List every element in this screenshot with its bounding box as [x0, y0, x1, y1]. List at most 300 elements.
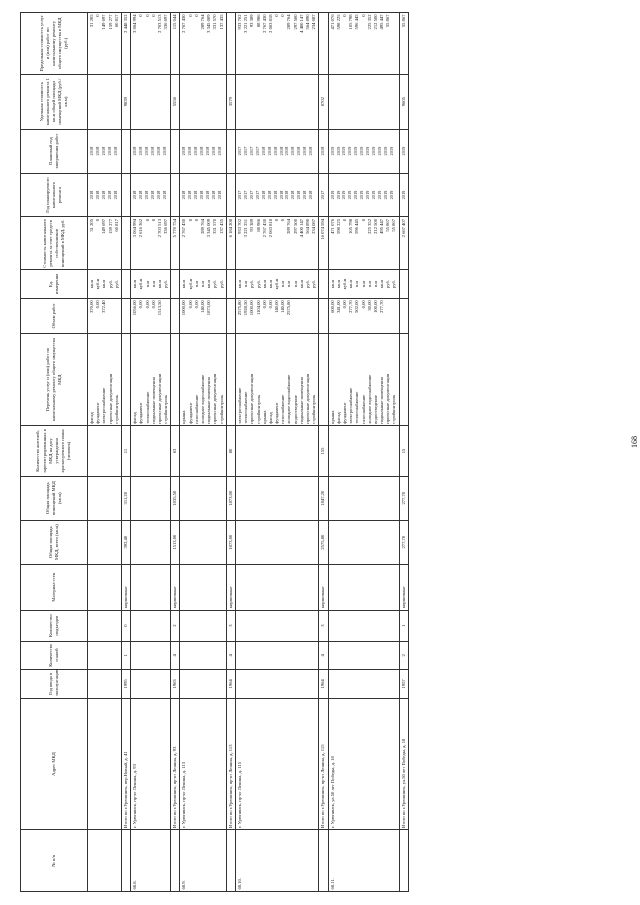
cell-year	[319, 670, 328, 699]
cell-line: 2018	[144, 146, 149, 156]
cell-line: кв.м	[379, 279, 385, 289]
cell-line: 2018	[106, 146, 112, 156]
cell-line: кв.м	[89, 279, 94, 289]
cell-area-total	[226, 520, 235, 564]
cell-floors	[319, 641, 328, 670]
cell-line: 2018	[290, 190, 296, 200]
cell-walls	[171, 564, 180, 610]
column-header: Год ввода в эксплуатацию	[21, 670, 88, 699]
cell-line: стройконтроль	[113, 394, 119, 424]
cell-num	[399, 830, 408, 892]
cell-line: п.м	[144, 280, 150, 288]
cell-address	[131, 698, 171, 830]
cell-text: 1	[400, 624, 406, 627]
cell-year	[180, 670, 226, 699]
cell-num	[319, 830, 328, 892]
cell-line: 2018	[296, 190, 302, 200]
cell-costs	[319, 217, 328, 270]
cell-line: 137 435	[218, 218, 224, 234]
cell-num	[131, 830, 171, 892]
cell-line: 115 044	[172, 14, 178, 30]
column-header: Общая площадь помещений МКД (кв.м)	[21, 476, 88, 520]
cell-units	[399, 270, 408, 299]
cell-text: 4	[172, 654, 178, 657]
cell-residents	[88, 426, 122, 477]
cell-line: 0	[144, 218, 150, 222]
cell-text: 3579	[227, 97, 233, 107]
cell-line: 2018	[290, 146, 296, 156]
cell-works	[121, 333, 130, 425]
cell-limit	[319, 13, 328, 75]
cell-limit	[226, 13, 235, 75]
cell-line: 1873,00	[206, 300, 212, 316]
cell-floors	[226, 641, 235, 670]
table-row	[88, 13, 122, 892]
cell-line: 0	[193, 14, 199, 17]
column-header: Адрес МКД	[21, 698, 88, 830]
cell-area-rooms	[319, 476, 328, 520]
cell-line: 2 703 513	[156, 218, 162, 238]
cell-line: 2018	[205, 190, 211, 200]
cell-line: 2019	[329, 146, 335, 156]
cell-line: 212 500	[372, 14, 378, 30]
cell-line: 2018	[320, 146, 326, 156]
cell-floors	[180, 641, 226, 670]
cell-line: 596 445	[354, 14, 360, 30]
cell-line: 0,00	[95, 300, 101, 309]
cell-line: 2018	[149, 146, 155, 156]
cell-line: 2019	[365, 190, 371, 200]
cell-line: 3 221 251	[243, 14, 249, 33]
cell-line: подвальные помещения	[206, 377, 212, 424]
cell-line: 0,00	[360, 300, 366, 309]
cell-line: 2018	[302, 146, 308, 156]
cell-line: кв.м	[101, 279, 107, 289]
cell-line: 2019	[353, 146, 359, 156]
cell-line: 2019	[371, 190, 377, 200]
cell-line: проектные документации	[305, 373, 310, 424]
cell-line: 16 074 594	[320, 218, 326, 240]
cell-line: 2019	[400, 146, 406, 156]
cell-years	[328, 173, 399, 217]
cell-line: 2019	[388, 146, 394, 156]
cell-line: фундамент	[274, 402, 280, 424]
cell-text: 1035,50	[172, 490, 178, 506]
cell-entrances	[399, 610, 408, 641]
cell-line: 0	[95, 14, 101, 17]
cell-volumes	[88, 298, 122, 333]
cell-line: 88 986	[255, 218, 261, 232]
cell-line: 2018	[155, 146, 161, 156]
cell-line: крыша	[329, 410, 335, 424]
cell-line: 297 500	[292, 218, 298, 234]
cell-line: 331 570	[212, 218, 218, 234]
column-header: Удельная стоимость капитального ремонта 1 кв.м общей площади помещений МКД (руб./кв.м)	[21, 74, 88, 129]
cell-line: теплоснабжение	[243, 391, 249, 424]
cell-line: 2017	[242, 190, 248, 200]
cell-limit	[88, 13, 122, 75]
cell-line: 2018	[149, 190, 155, 200]
cell-text: г. Урюпинск, пр-кт Ленина, д. 115	[236, 762, 242, 828]
cell-limit	[121, 13, 130, 75]
cell-line: п.м	[243, 280, 249, 288]
cell-line: 2018	[106, 190, 112, 200]
cell-line: 0	[360, 218, 366, 222]
cell-works	[319, 333, 328, 425]
cell-line: п.м	[280, 280, 286, 288]
cell-line: руб.	[163, 280, 169, 288]
cell-floors	[131, 641, 171, 670]
cell-line: 2018	[260, 190, 266, 200]
cell-line: п.м	[193, 280, 199, 288]
cell-limit	[328, 13, 399, 75]
cell-year	[88, 670, 122, 699]
cell-line: 502,00	[354, 300, 360, 313]
cell-line: руб.	[107, 280, 113, 288]
cell-entrances	[171, 610, 180, 641]
cell-line: 2018	[272, 190, 278, 200]
cell-line: электроснабжение	[236, 387, 242, 424]
cell-line: 495 447	[379, 218, 385, 234]
cell-line: 137 435	[218, 14, 224, 30]
cell-residents	[319, 426, 328, 477]
cell-line: 2019	[400, 190, 406, 200]
cell-line: 140,00	[274, 300, 280, 313]
cell-unit-cost	[121, 74, 130, 129]
cell-year	[328, 670, 399, 699]
cell-unit-cost	[235, 74, 318, 129]
cell-residents	[399, 426, 408, 477]
cell-line: 2018	[308, 190, 314, 200]
cell-address	[399, 698, 408, 830]
cell-year	[235, 670, 318, 699]
cell-line: 2018	[138, 190, 144, 200]
cell-line: 2018	[217, 146, 223, 156]
cell-costs	[235, 217, 318, 270]
cell-entrances	[88, 610, 122, 641]
cell-line: руб.	[113, 280, 119, 288]
cell-years	[235, 173, 318, 217]
cell-line: 2018	[161, 190, 167, 200]
cell-walls	[235, 564, 318, 610]
cell-line: 55 867	[385, 14, 391, 28]
cell-text: 9839	[122, 97, 128, 107]
cell-unit-cost	[180, 74, 226, 129]
cell-text: 4	[320, 654, 326, 657]
cell-line: кв.м	[329, 279, 335, 289]
cell-text: 2	[172, 624, 178, 627]
cell-line: электроснабжение	[101, 387, 107, 424]
cell-area-total	[131, 520, 171, 564]
cell-line: стройконтроль	[163, 394, 169, 424]
cell-line: п.м	[360, 280, 366, 288]
cell-line: 1000,00	[181, 300, 187, 316]
cell-line: руб.	[212, 280, 218, 288]
cell-line: 471 076	[329, 218, 335, 234]
cell-line: 2018	[89, 190, 94, 200]
cell-line: 3 221 251	[243, 218, 249, 238]
cell-costs	[180, 217, 226, 270]
cell-area-rooms	[328, 476, 399, 520]
cell-entrances	[180, 610, 226, 641]
cell-end-years	[235, 129, 318, 173]
column-header: Год планируемого капитального ремонта	[21, 173, 88, 217]
cell-limit	[399, 13, 408, 75]
cell-walls	[121, 564, 130, 610]
cell-entrances	[121, 610, 130, 641]
cell-line: подвальные помещения	[298, 377, 304, 424]
cell-line: 31 205	[89, 218, 94, 232]
cell-line: 2018	[187, 190, 193, 200]
cell-volumes	[131, 298, 171, 333]
cell-area-rooms	[399, 476, 408, 520]
cell-line: куб.м	[274, 278, 280, 290]
cell-line: теплоснабжение	[354, 391, 360, 424]
column-header: Количество жителей, зарегистрированных в МКД на дату утверждения краткосрочного плана (человек)	[21, 426, 88, 477]
cell-works	[131, 333, 171, 425]
cell-line: 1513,50	[156, 300, 162, 316]
cell-end-years	[226, 129, 235, 173]
cell-line: 6 184 208	[227, 218, 233, 238]
cell-text: 1847,20	[320, 490, 326, 506]
cell-works	[88, 333, 122, 425]
cell-line: крыша	[261, 410, 267, 424]
cell-line: 2019	[347, 190, 353, 200]
column-header: Ед. измерения	[21, 270, 88, 299]
cell-line: фасад	[335, 412, 341, 424]
cell-line: 297 500	[292, 14, 298, 30]
cell-text: г. Урюпинск, пр-кт Ленина, д. 93	[132, 764, 138, 828]
cell-walls	[88, 564, 122, 610]
cell-line: 0,00	[150, 300, 156, 309]
cell-text: 68.9.	[181, 880, 187, 890]
cell-line: руб.	[311, 280, 317, 288]
cell-walls	[399, 564, 408, 610]
cell-residents	[121, 426, 130, 477]
cell-line: 2018	[100, 190, 106, 200]
cell-line: фундамент	[95, 402, 101, 424]
cell-line: 140,00	[200, 300, 205, 313]
cell-entrances	[131, 610, 171, 641]
cell-text: 2	[400, 654, 406, 657]
cell-line: холодное водоснабжение	[286, 374, 292, 424]
cell-line: 3 345 009	[206, 14, 212, 33]
cell-line: 5 770 754	[172, 218, 178, 238]
cell-line: 0	[280, 218, 286, 222]
cell-works	[226, 333, 235, 425]
cell-units	[180, 270, 226, 299]
cell-line: 289 764	[200, 14, 205, 30]
cell-unit-cost	[328, 74, 399, 129]
cell-line: 2019	[347, 146, 353, 156]
cell-line: 55 867	[400, 14, 406, 28]
cell-line: кв.м	[156, 279, 162, 289]
cell-volumes	[226, 298, 235, 333]
cell-years	[171, 173, 180, 217]
cell-residents	[180, 426, 226, 477]
cell-line: 0	[138, 14, 144, 17]
page-number: 168	[630, 436, 639, 448]
cell-costs	[171, 217, 180, 270]
cell-floors	[171, 641, 180, 670]
cell-line: 2018	[296, 146, 302, 156]
cell-address	[121, 698, 130, 830]
table-row	[226, 13, 235, 892]
cell-costs	[88, 217, 122, 270]
cell-address	[235, 698, 318, 830]
cell-units	[171, 270, 180, 299]
column-header: Количество подъездов	[21, 610, 88, 641]
cell-address	[328, 698, 399, 830]
cell-line: кв.м	[348, 279, 354, 289]
cell-entrances	[328, 610, 399, 641]
cell-volumes	[399, 298, 408, 333]
cell-text: 68.10.	[236, 878, 242, 890]
cell-text: Итого по г.Урюпинск, ул.50 лет Победы, д. 18	[400, 738, 406, 828]
cell-year	[131, 670, 171, 699]
cell-line: 105 798	[348, 14, 354, 30]
cell-units	[88, 270, 122, 299]
cell-line: 471 076	[329, 14, 335, 30]
cell-text: 3	[320, 624, 326, 627]
cell-line: 3 064 994	[132, 218, 138, 238]
cell-residents	[131, 426, 171, 477]
cell-line: руб.	[391, 280, 397, 288]
cell-line: 0	[341, 218, 347, 222]
cell-line: п.м	[354, 280, 360, 288]
cell-line: 2018	[260, 146, 266, 156]
cell-text: 1873,00	[227, 490, 233, 506]
cell-line: кв.м	[236, 279, 242, 289]
cell-address	[171, 698, 180, 830]
cell-line: 2018	[144, 190, 149, 200]
cell-works	[328, 333, 399, 425]
cell-residents	[226, 426, 235, 477]
cell-text: 0	[122, 624, 128, 627]
cell-year	[226, 670, 235, 699]
cell-num	[180, 830, 226, 892]
cell-line: 2019	[341, 190, 347, 200]
cell-line: 2019	[335, 146, 341, 156]
cell-line: 2018	[205, 146, 211, 156]
cell-num	[226, 830, 235, 892]
cell-line: 2019	[335, 190, 341, 200]
cell-line: 0,00	[187, 300, 193, 309]
cell-line: 2017	[254, 146, 260, 156]
cell-unit-cost	[399, 74, 408, 129]
cell-line: 370,00	[89, 300, 94, 313]
cell-line: 159 277	[107, 218, 113, 234]
cell-line: 2019	[377, 146, 383, 156]
cell-line: 2019	[377, 190, 383, 200]
cell-year	[171, 670, 180, 699]
cell-text: 3	[227, 624, 233, 627]
cell-line: 2 767 430	[261, 14, 267, 33]
cell-text: 155	[320, 447, 326, 455]
cell-text: 1957	[400, 679, 406, 689]
cell-line: 2018	[181, 146, 187, 156]
cell-line: 2017	[254, 190, 260, 200]
cell-text: 1995	[122, 679, 128, 689]
cell-line: 600,00	[329, 300, 335, 313]
cell-line: 564 890	[305, 14, 310, 30]
cell-limit	[235, 13, 318, 75]
cell-line: проектные документации	[156, 373, 162, 424]
cell-walls	[180, 564, 226, 610]
cell-line: 2018	[89, 146, 94, 156]
cell-text: 1964	[227, 679, 233, 689]
cell-address	[88, 698, 122, 830]
cell-line: 2019	[353, 190, 359, 200]
cell-num	[328, 830, 399, 892]
cell-line: 2019	[359, 190, 365, 200]
cell-works	[180, 333, 226, 425]
cell-line: 2018	[94, 146, 100, 156]
cell-line: электроснабжение	[348, 387, 354, 424]
cell-line: 2 063 818	[267, 218, 273, 238]
cell-line: 0,00	[341, 300, 347, 309]
capital-repair-table	[20, 12, 409, 892]
cell-end-years	[131, 129, 171, 173]
cell-text: 68.11.	[329, 878, 335, 890]
cell-year	[399, 670, 408, 699]
cell-costs	[226, 217, 235, 270]
cell-works	[235, 333, 318, 425]
cell-line: 2 448 352	[122, 14, 128, 33]
cell-line: 3 064 994	[132, 14, 138, 33]
cell-years	[399, 173, 408, 217]
cell-walls	[131, 564, 171, 610]
cell-limit	[131, 13, 171, 75]
cell-line: 105 798	[348, 218, 354, 234]
cell-units	[226, 270, 235, 299]
cell-line: фасад	[89, 412, 94, 424]
table-row	[171, 13, 180, 892]
cell-line: 2018	[138, 146, 144, 156]
cell-entrances	[235, 610, 318, 641]
cell-line: 2019	[383, 190, 388, 200]
cell-text: 2575,80	[320, 534, 326, 550]
cell-line: 2018	[217, 190, 223, 200]
cell-area-rooms	[121, 476, 130, 520]
cell-line: 1000,00	[249, 300, 255, 316]
cell-line: п.м	[286, 280, 292, 288]
cell-line: 93 389	[249, 14, 255, 28]
cell-line: подвальные помещения	[379, 377, 385, 424]
cell-line: 2018	[112, 190, 118, 200]
cell-line: руб.	[249, 280, 255, 288]
cell-line: кв.м	[132, 279, 138, 289]
cell-text: 392,40	[122, 535, 128, 549]
cell-unit-cost	[131, 74, 171, 129]
cell-line: 2018	[199, 146, 205, 156]
cell-entrances	[319, 610, 328, 641]
cell-limit	[171, 13, 180, 75]
cell-line: 2019	[341, 146, 347, 156]
cell-line: 336 697	[163, 14, 169, 30]
table-row	[235, 13, 318, 892]
column-header: Общая площадь МКД, всего (кв.м)	[21, 520, 88, 564]
cell-line: 596 445	[354, 218, 360, 234]
cell-residents	[235, 426, 318, 477]
cell-years	[131, 173, 171, 217]
cell-line: руб.	[218, 280, 224, 288]
cell-line: фундамент	[187, 402, 193, 424]
cell-text: 15	[400, 448, 406, 454]
cell-costs	[131, 217, 171, 270]
cell-line: 4 400 147	[298, 14, 304, 33]
cell-line: 2 616 362	[138, 218, 144, 238]
